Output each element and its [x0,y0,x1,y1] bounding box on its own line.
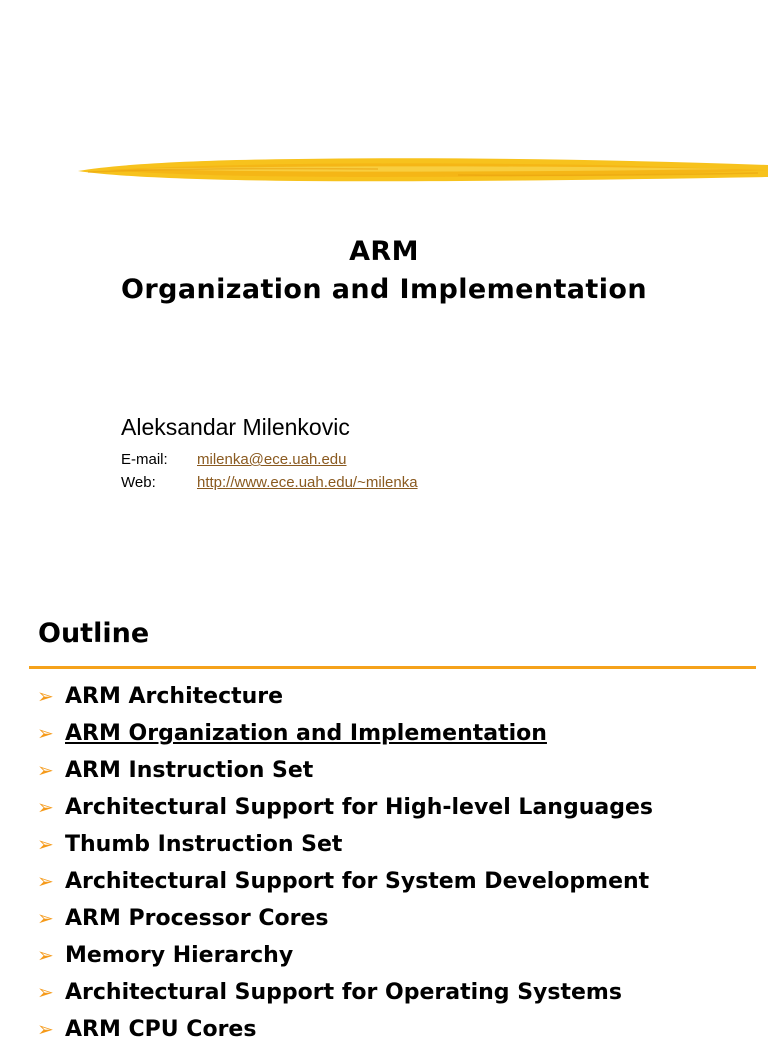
arrow-right-icon: ➢ [37,1017,54,1041]
list-item [37,863,653,900]
arrow-right-icon: ➢ [37,906,54,930]
list-item [37,826,653,863]
arrow-right-icon: ➢ [37,943,54,967]
list-item-label: ARM Instruction Set [65,758,314,783]
list-item-label-current: ARM Organization and Implementation [65,721,547,746]
list-item-label: Architectural Support for High-level Languages [65,795,653,820]
list-item [37,937,653,974]
arrow-right-icon: ➢ [37,795,54,819]
web-label: Web: [121,474,156,491]
outline-list [37,678,653,1048]
arrow-right-icon: ➢ [37,980,54,1004]
list-item-label: Architectural Support for Operating Systems [65,980,622,1005]
arrow-right-icon: ➢ [37,758,54,782]
list-item [37,900,653,937]
web-link[interactable]: http://www.ece.uah.edu/~milenka [197,474,418,491]
email-link[interactable]: milenka@ece.uah.edu [197,451,347,468]
list-item-label: ARM CPU Cores [65,1017,257,1042]
arrow-right-icon: ➢ [37,869,54,893]
list-item [37,678,653,715]
author-name: Aleksandar Milenkovic [121,414,350,440]
slide-title-line-2: Organization and Implementation [121,274,647,305]
arrow-right-icon: ➢ [37,721,54,745]
slide-title-line-1: ARM [349,236,419,267]
list-item [37,715,653,752]
list-item-label: ARM Processor Cores [65,906,329,931]
list-item-label: Architectural Support for System Development [65,869,650,894]
list-item [37,1011,653,1048]
outline-slide [0,596,768,1042]
arrow-right-icon: ➢ [37,684,54,708]
list-item [37,752,653,789]
list-item [37,789,653,826]
outline-title: Outline [38,618,150,649]
list-item-label: Thumb Instruction Set [65,832,343,857]
title-underline-rule [29,666,756,669]
brush-stroke-decoration [78,150,768,190]
list-item [37,974,653,1011]
email-label: E-mail: [121,451,168,468]
arrow-right-icon: ➢ [37,832,54,856]
list-item-label: Memory Hierarchy [65,943,294,968]
list-item-label: ARM Architecture [65,684,284,709]
